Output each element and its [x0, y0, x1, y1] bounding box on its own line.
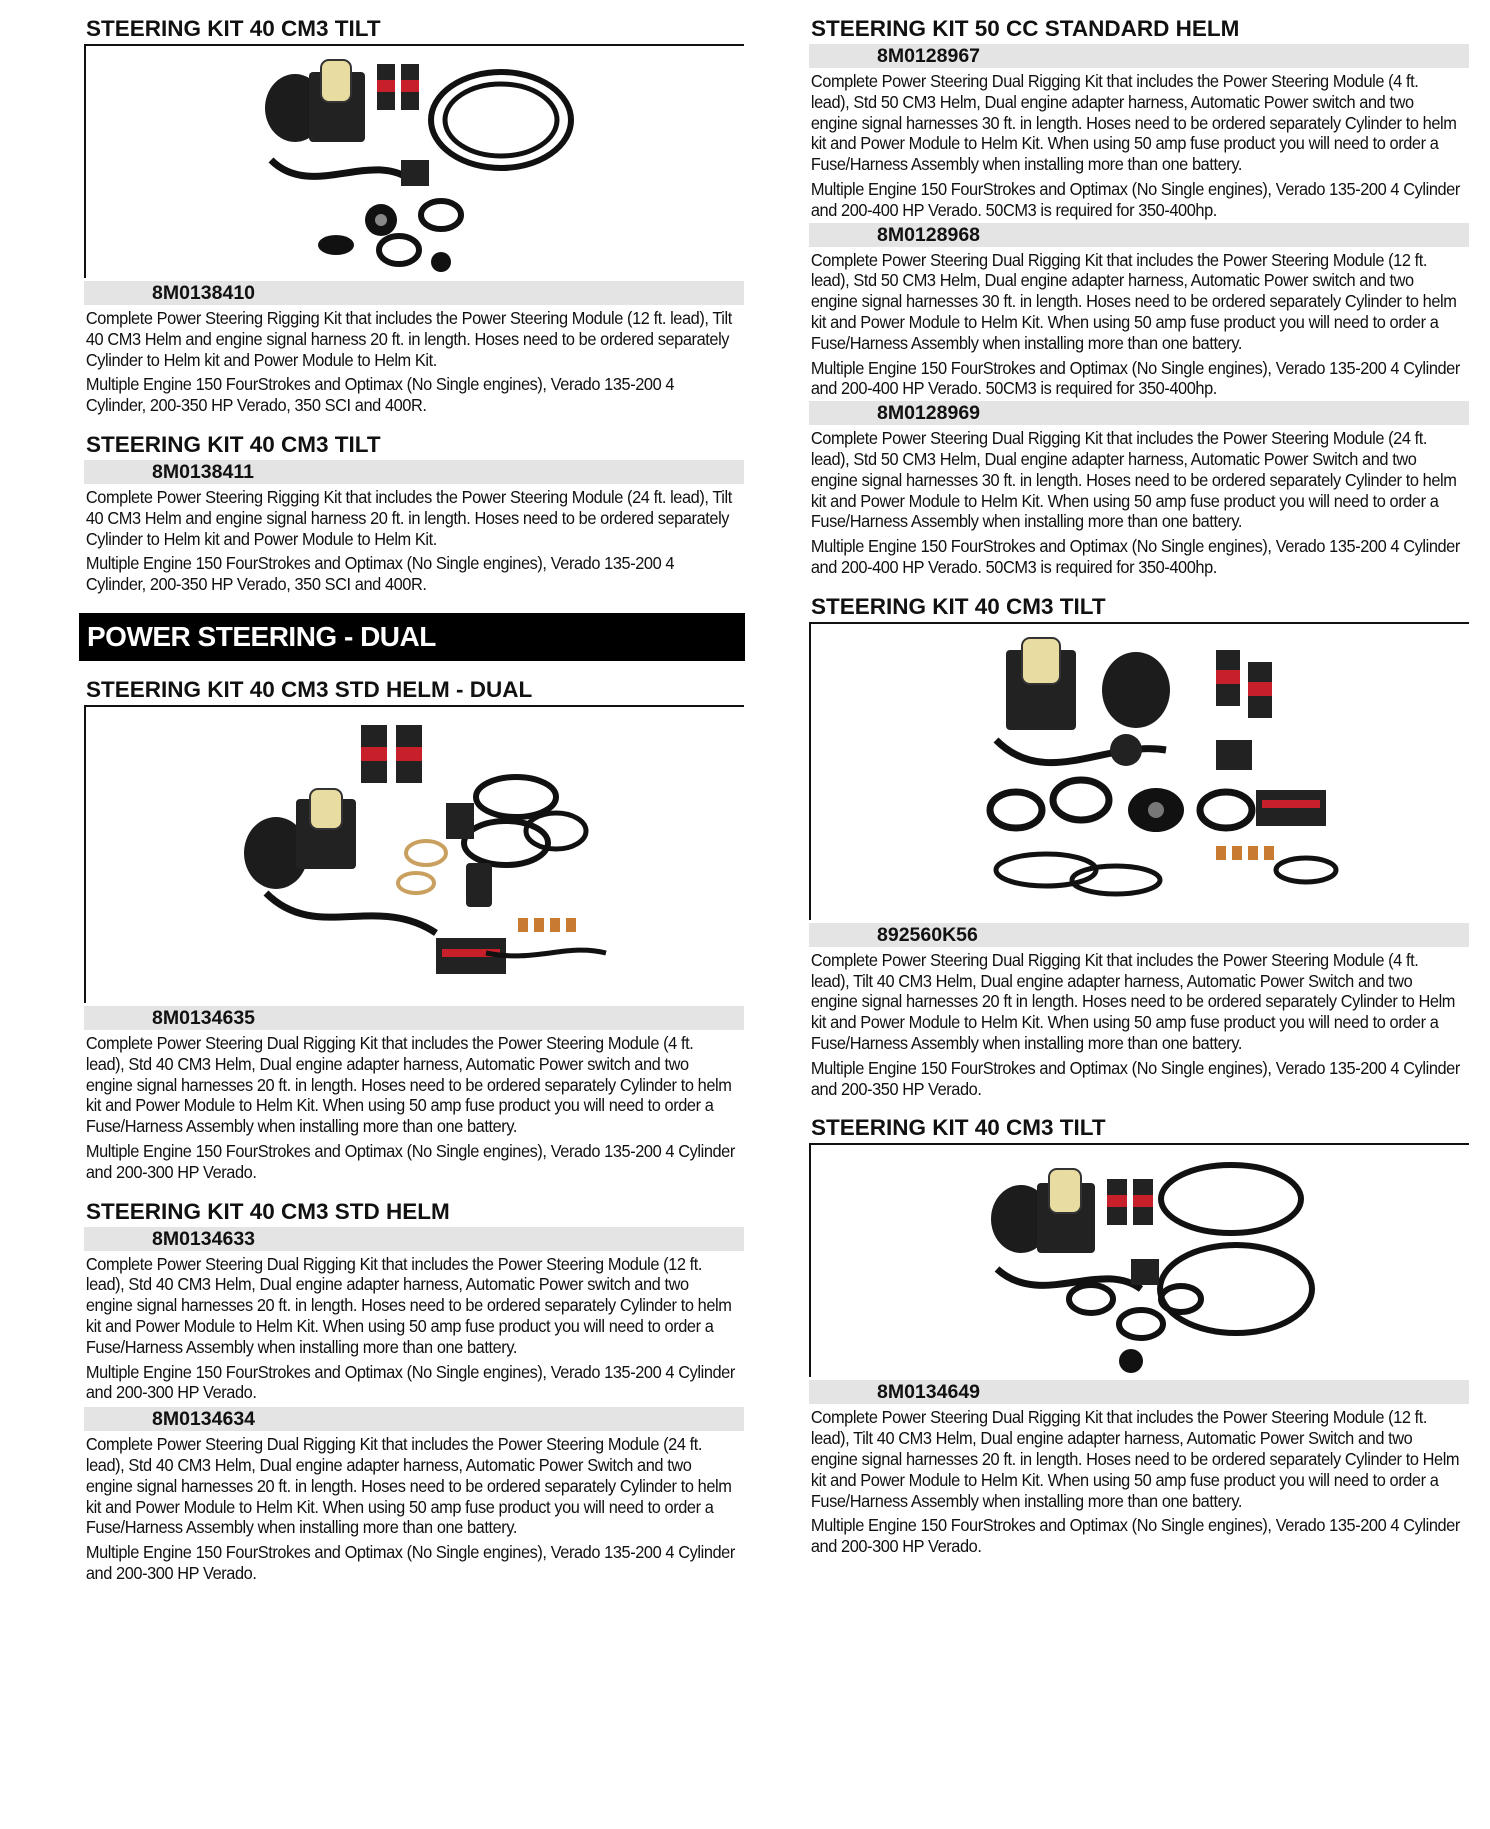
kit-application: Multiple Engine 150 FourStrokes and Optimax (No Single engines), Verado 135-200 4 Cylinder and 200-350 HP Verado.	[810, 1057, 1460, 1099]
part-number: 8M0134634	[84, 1407, 744, 1431]
kit-description: Complete Power Steering Dual Rigging Kit that includes the Power Steering Module (24 ft. lead), Std 40 CM3 Helm, Dual engine adapter harness, Automatic Power Switch and two engine signal harnesses 20 ft. in length. Hoses need to be ordered separately Cylinder to helm kit and Power Module to Helm Kit. When using 50 amp fuse product you will need to order a Fuse/Harness Assembly when installing more than one battery.	[85, 1434, 732, 1538]
kit-description: Complete Power Steering Rigging Kit that includes the Power Steering Module (24 ft. lead), Tilt 40 CM3 Helm and engine signal harness 20 ft. in length. Hoses need to be ordered separately Cylinder to Helm kit and Power Module to Helm Kit.	[85, 486, 732, 549]
section-title: STEERING KIT 40 CM3 TILT	[84, 14, 744, 46]
left-column	[84, 14, 744, 1584]
steering-kit-image	[236, 713, 616, 993]
kit-description: Complete Power Steering Dual Rigging Kit that includes the Power Steering Module (12 ft. lead), Tilt 40 CM3 Helm, Dual engine adapter harness, Automatic Power Switch and two engine signal harnesses 20 ft. in length. Hoses need to be ordered separately Cylinder to Helm kit and Power Module to Helm Kit. When using 50 amp fuse product you will need to order a Fuse/Harness Assembly when installing more than one battery.	[810, 1407, 1460, 1511]
product-image-box	[809, 1145, 1469, 1377]
kit-application: Multiple Engine 150 FourStrokes and Optimax (No Single engines), Verado 135-200 4 Cylinder and 200-300 HP Verado.	[85, 1140, 735, 1182]
product-image-box	[809, 624, 1469, 920]
kit-8m0128969	[809, 401, 1469, 578]
section-title: STEERING KIT 40 CM3 TILT	[809, 592, 1469, 624]
part-number: 8M0134635	[84, 1006, 744, 1030]
kit-8m0134634	[84, 1407, 744, 1584]
kit-8m0138411	[84, 430, 744, 595]
kit-description: Complete Power Steering Dual Rigging Kit that includes the Power Steering Module (4 ft. lead), Std 40 CM3 Helm, Dual engine adapter harness, Automatic Power switch and two engine signal harnesses 20 ft. in length. Hoses need to be ordered separately Cylinder to helm kit and Power Module to Helm Kit. When using 50 amp fuse product you will need to order a Fuse/Harness Assembly when installing more than one battery.	[85, 1032, 732, 1137]
kit-application: Multiple Engine 150 FourStrokes and Optimax (No Single engines), Verado 135-200 4 Cylinder and 200-300 HP Verado.	[85, 1542, 735, 1583]
kit-description: Complete Power Steering Dual Rigging Kit that includes the Power Steering Module (12 ft. lead), Std 50 CM3 Helm, Dual engine adapter harness, Automatic Power switch and two engine signal harnesses 30 ft. in length. Hoses need to be ordered separately Cylinder to helm kit and Power Module to Helm Kit. When using 50 amp fuse product you will need to order a Fuse/Harness Assembly when installing more than one battery.	[810, 249, 1457, 353]
kit-application: Multiple Engine 150 FourStrokes and Optimax (No Single engines), Verado 135-200 4 Cylinder and 200-300 HP Verado.	[810, 1515, 1460, 1557]
section-title: STEERING KIT 40 CM3 TILT	[86, 431, 381, 457]
kit-description: Complete Power Steering Dual Rigging Kit that includes the Power Steering Module (4 ft. lead), Tilt 40 CM3 Helm, Dual engine adapter harness, Automatic Power Switch and two engine signal harnesses 20 ft in length. Hoses need to be ordered separately Cylinder to Helm kit and Power Module to Helm Kit. When using 50 amp fuse product you will need to order a Fuse/Harness Assembly when installing more than one battery.	[810, 949, 1456, 1053]
kit-892560k56	[809, 592, 1469, 1100]
section-title: STEERING KIT 40 CM3 STD HELM - DUAL	[84, 675, 744, 707]
steering-kit-image	[986, 630, 1346, 910]
part-number: 8M0134633	[84, 1227, 744, 1251]
section-title: STEERING KIT 50 CC STANDARD HELM	[811, 16, 1240, 41]
part-number: 8M0128968	[809, 223, 1469, 247]
section-title: STEERING KIT 40 CM3 TILT	[809, 1113, 1469, 1145]
kit-description: Complete Power Steering Rigging Kit that includes the Power Steering Module (12 ft. lead), Tilt 40 CM3 Helm and engine signal harness 20 ft. in length. Hoses need to be ordered separately Cylinder to Helm kit and Power Module to Helm Kit.	[85, 308, 732, 370]
steering-kit-image	[981, 1149, 1341, 1373]
kit-application: Multiple Engine 150 FourStrokes and Optimax (No Single engines), Verado 135-200 4 Cylinder, 200-350 HP Verado, 350 SCI and 400R.	[85, 553, 675, 595]
right-column	[809, 14, 1469, 1557]
steering-kit-image	[251, 50, 611, 274]
kit-8m0138410	[84, 14, 744, 416]
product-image-box	[84, 46, 744, 278]
kit-application: Multiple Engine 150 FourStrokes and Optimax (No Single engines), Verado 135-200 4 Cylinder, 200-350 HP Verado, 350 SCI and 400R.	[85, 374, 675, 416]
part-number: 8M0128967	[809, 44, 1469, 68]
kit-application: Multiple Engine 150 FourStrokes and Optimax (No Single engines), Verado 135-200 4 Cylinder and 200-400 HP Verado. 50CM3 is required for 350-400hp.	[810, 357, 1460, 399]
kit-description: Complete Power Steering Dual Rigging Kit that includes the Power Steering Module (4 ft. lead), Std 50 CM3 Helm, Dual engine adapter harness, Automatic Power switch and two engine signal harnesses 30 ft. in length. Hoses need to be ordered separately Cylinder to helm kit and Power Module to Helm Kit. When using 50 amp fuse product you will need to order a Fuse/Harness Assembly when installing more than one battery.	[810, 71, 1457, 175]
kit-8m0134649	[809, 1113, 1469, 1557]
product-image-box	[84, 707, 744, 1003]
kit-8m0134635	[84, 675, 744, 1183]
kit-8m0128968	[809, 223, 1469, 400]
kit-description: Complete Power Steering Dual Rigging Kit that includes the Power Steering Module (24 ft. lead), Std 50 CM3 Helm, Dual engine adapter harness, Automatic Power Switch and two engine signal harnesses 30 ft. in length. Hoses need to be ordered separately Cylinder to helm kit and Power Module to Helm Kit. When using 50 amp fuse product you will need to order a Fuse/Harness Assembly when installing more than one battery.	[810, 428, 1457, 532]
category-banner: POWER STEERING - DUAL	[79, 613, 745, 661]
part-number: 8M0128969	[809, 401, 1469, 425]
kit-application: Multiple Engine 150 FourStrokes and Optimax (No Single engines), Verado 135-200 4 Cylinder and 200-300 HP Verado.	[85, 1361, 735, 1403]
kit-application: Multiple Engine 150 FourStrokes and Optimax (No Single engines), Verado 135-200 4 Cylinder and 200-400 HP Verado. 50CM3 is required for 350-400hp.	[810, 536, 1460, 577]
kit-8m0134633	[84, 1197, 744, 1404]
section-title: STEERING KIT 40 CM3 STD HELM	[86, 1198, 450, 1224]
kit-application: Multiple Engine 150 FourStrokes and Optimax (No Single engines), Verado 135-200 4 Cylinder and 200-400 HP Verado. 50CM3 is required for 350-400hp.	[810, 178, 1460, 220]
part-number: 8M0134649	[809, 1380, 1469, 1404]
kit-description: Complete Power Steering Dual Rigging Kit that includes the Power Steering Module (12 ft. lead), Std 40 CM3 Helm, Dual engine adapter harness, Automatic Power switch and two engine signal harnesses 20 ft. in length. Hoses need to be ordered separately Cylinder to helm kit and Power Module to Helm Kit. When using 50 amp fuse product you will need to order a Fuse/Harness Assembly when installing more than one battery.	[85, 1253, 732, 1357]
part-number: 8M0138410	[84, 281, 744, 305]
part-number: 8M0138411	[84, 460, 744, 484]
part-number: 892560K56	[809, 923, 1469, 947]
kit-8m0128967	[809, 14, 1469, 221]
